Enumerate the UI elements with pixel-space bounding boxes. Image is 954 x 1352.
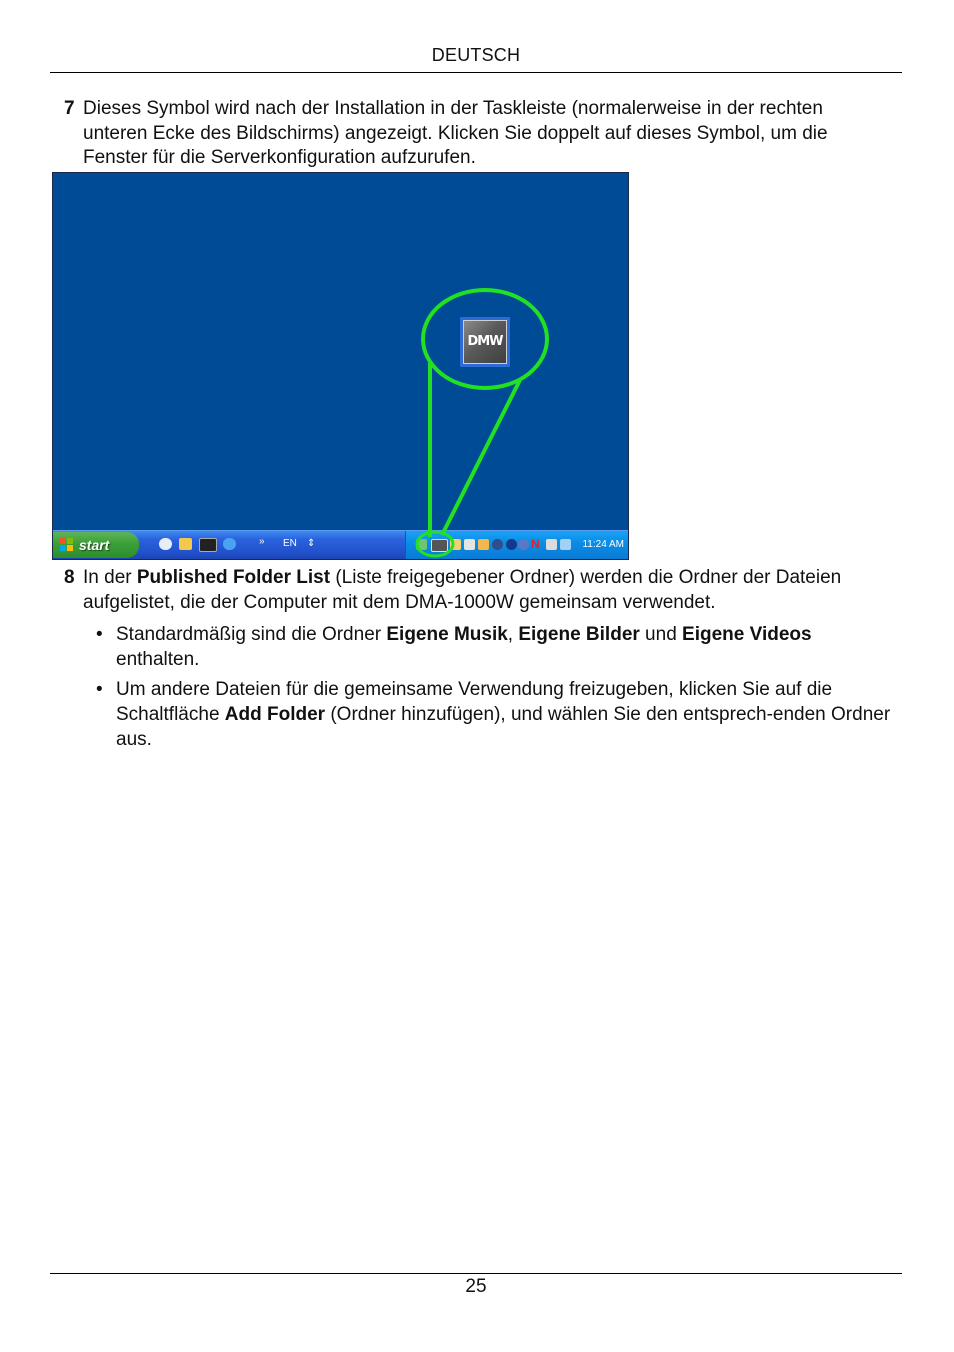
footer-rule [50,1273,902,1274]
quicklaunch-overflow-icon[interactable]: » [259,536,265,547]
dmw-icon-label: DMW [463,320,507,364]
bullet-item [96,677,896,752]
bold-term: Published Folder List [136,567,331,588]
bold-term: Eigene Musik [386,624,508,645]
page-number: 25 [465,1276,487,1297]
step-number: 8 [64,567,75,588]
text-run: und [639,624,683,645]
text-run: In der [83,567,137,588]
start-label: start [79,537,110,553]
text-run: (Liste freigegebener Ordner) werden die Ordner der Dateien aufgelistet, die der Computer mit dem DMA-1000W gemeinsam verwendet. [83,567,842,613]
highlight-overlay [53,173,629,560]
step-text: Dieses Symbol wird nach der Installation in der Taskleiste (normalerweise in der rechten unteren Ecke des Bildschirms) angezeigt. Klicken Sie doppelt auf dieses Symbol, um die Fenster für die Serverkonfiguration aufzurufen. [83,98,828,168]
taskbar-clock[interactable]: 11:24 AM [582,539,624,550]
bold-term: Eigene Bilder [518,624,640,645]
tray-n-icon[interactable]: N [531,537,540,551]
step-8 [64,566,884,615]
desktop-screenshot [52,172,629,560]
text-run: enthalten. [116,649,200,670]
step-number: 7 [64,98,75,119]
bullet-text [116,677,896,752]
step-7 [64,97,884,171]
text-run: , [507,624,519,645]
text-run: (Ordner hinzufügen), und wählen Sie den entsprech-enden Ordner aus. [116,704,891,750]
highlight-connector-line [442,380,520,535]
bullet-item [96,622,896,672]
highlight-ellipse-large [423,290,547,388]
bullet-dot: • [96,679,103,700]
language-indicator[interactable]: EN [283,538,297,549]
step-text [83,566,884,615]
header-rule [50,72,902,73]
page-header: DEUTSCH [431,45,521,65]
bullet-text [116,622,896,672]
bold-term: Add Folder [224,704,326,725]
language-bar-arrows-icon[interactable]: ⇕ [307,538,316,549]
text-run: Standardmäßig sind die Ordner [116,624,387,645]
bold-term: Eigene Videos [682,624,812,645]
text-run: Um andere Dateien für die gemeinsame Verwendung freizugeben, klicken Sie auf die Schaltfläche [116,679,833,725]
bullet-dot: • [96,624,103,645]
highlight-ellipse-small [417,532,453,556]
